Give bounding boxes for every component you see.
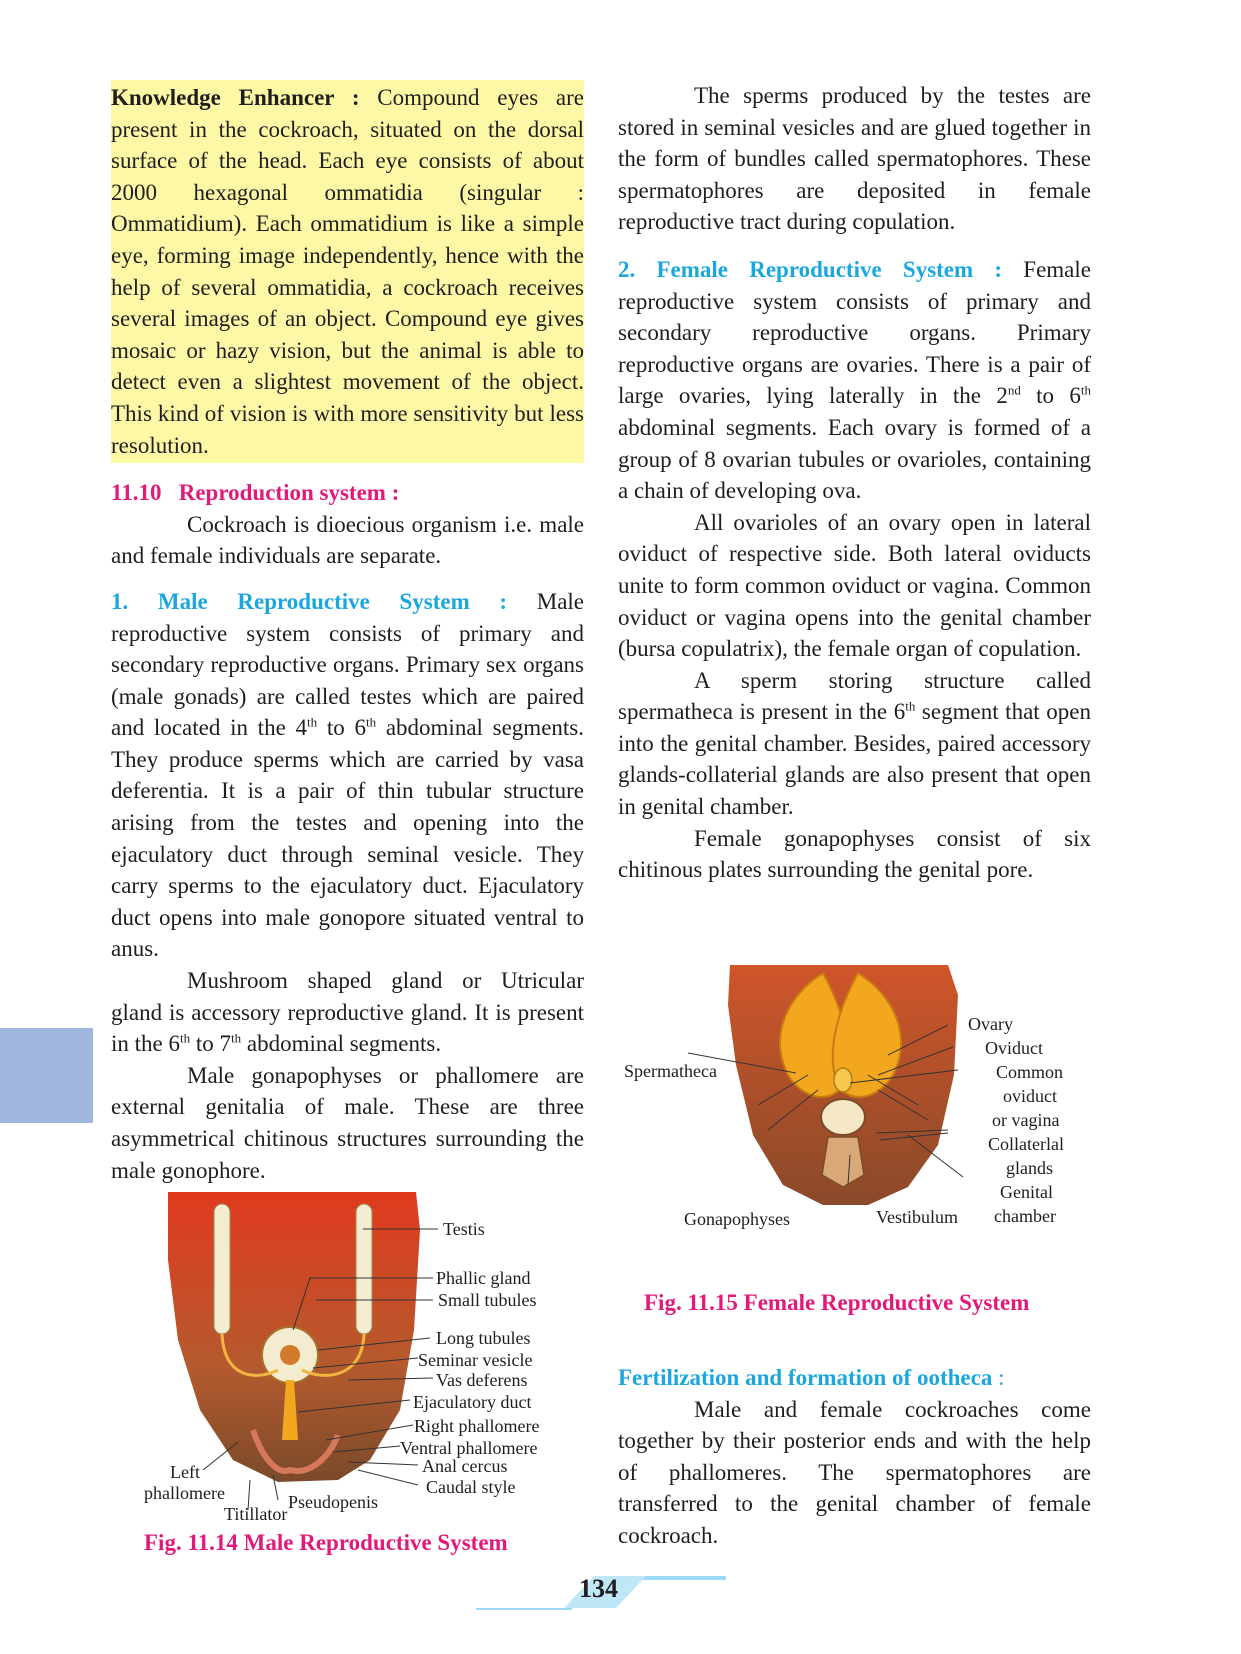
page-number: 134	[579, 1574, 618, 1603]
label-vestibulum: Vestibulum	[876, 1207, 959, 1227]
female-paragraph-1: 2. Female Reproductive System : Female reproductive system consists of primary and secondary reproductive organs. Primary reproductive organs are ovaries. There is a pair of large ovaries, lying laterally in the 2nd to 6th abdominal segments. Each ovary is formed of a group of 8 ovarian tubules or ovarioles, containing a chain of developing ova.	[618, 256, 1091, 504]
knowledge-enhancer-box	[111, 80, 584, 463]
female-paragraph-3: A sperm storing structure called spermatheca is present in the 6th segment that open into the genital chamber. Besides, paired accessory glands-collaterial glands are also present that open in genital chamber.	[618, 667, 1091, 820]
section-intro: Cockroach is dioecious organism i.e. male and female individuals are separate.	[111, 511, 584, 569]
fertilization-section	[618, 1362, 1091, 1552]
label-glands: glands	[1006, 1158, 1053, 1178]
female-diagram	[618, 955, 1098, 1240]
label-anal-cercus: Anal cercus	[422, 1456, 508, 1476]
label-common: Common	[996, 1062, 1064, 1082]
label-ejaculatory-duct: Ejaculatory duct	[413, 1392, 532, 1412]
male-figure-caption: Fig. 11.14 Male Reproductive System	[144, 1530, 508, 1555]
knowledge-enhancer-text: Compound eyes are present in the cockroach, situated on the dorsal surface of the head. Each eye consists of about 2000 hexagonal ommatidia (singular : Ommatidium). Each ommatidium is like a simple eye, forming image independently, hence with the help of several ommatidia, a cockroach receives several images of an object. Compound eye gives mosaic or hazy vision, but the animal is able to detect even a slightest movement of the object. This kind of vision is with more sensitivity but less resolution.	[111, 85, 584, 458]
female-reproductive-figure	[618, 955, 1098, 1240]
genital-chamber-shape	[821, 1099, 865, 1135]
label-or-vagina: or vagina	[992, 1110, 1060, 1130]
label-right-phallomere: Right phallomere	[414, 1416, 540, 1436]
label-ovary: Ovary	[968, 1014, 1013, 1034]
female-paragraph-4: Female gonapophyses consist of six chitinous plates surrounding the genital pore.	[618, 825, 1091, 883]
right-testis-shape	[356, 1204, 372, 1334]
label-phallomere: phallomere	[144, 1483, 225, 1503]
label-small-tubules: Small tubules	[438, 1290, 537, 1310]
male-paragraph-3: Male gonapophyses or phallomere are external genitalia of male. These are three asymmetrical chitinous structures surrounding the male gonophore.	[111, 1062, 584, 1183]
label-chamber: chamber	[994, 1206, 1056, 1226]
label-left: Left	[170, 1462, 200, 1482]
spermatheca-shape	[834, 1068, 852, 1092]
female-paragraph-2: All ovarioles of an ovary open in lateral oviduct of respective side. Both lateral oviducts unite to form common oviduct or vagina. Common oviduct or vagina opens into the genital chamber (bursa copulatrix), the female organ of copulation.	[618, 509, 1091, 662]
label-phallic-gland: Phallic gland	[436, 1268, 531, 1288]
sperm-storage-paragraph: The sperms produced by the testes are stored in seminal vesicles and are glued together in the form of bundles called spermatophores. These spermatophores are deposited in female reproductive tract during copulation.	[618, 83, 1091, 235]
label-seminal-vesicle: Seminar vesicle	[418, 1350, 533, 1370]
male-paragraph-1: 1. Male Reproductive System : Male reproductive system consists of primary and secondary reproductive organs. Primary sex organs (male gonads) are called testes which are paired and located in the 4th to 6th abdominal segments. They produce sperms which are carried by vasa deferentia. It is a pair of thin tubular structure arising from the testes and opening into the ejaculatory duct through seminal vesicle. They carry sperms to the ejaculatory duct. Ejaculatory duct opens into male gonopore situated ventral to anus.	[111, 588, 584, 962]
female-figure-caption: Fig. 11.15 Female Reproductive System	[644, 1290, 1030, 1315]
label-testis: Testis	[443, 1219, 485, 1239]
page-number-banner	[476, 1572, 726, 1612]
label-gonapophyses: Gonapophyses	[684, 1209, 790, 1229]
label-pseudopenis: Pseudopenis	[288, 1492, 378, 1512]
label-vas-deferens: Vas deferens	[436, 1370, 528, 1390]
label-genital: Genital	[1000, 1182, 1053, 1202]
side-tab	[0, 1028, 93, 1123]
section-heading: 11.10 Reproduction system :	[111, 480, 400, 506]
knowledge-enhancer-label: Knowledge Enhancer :	[111, 85, 360, 110]
left-testis-shape	[214, 1204, 230, 1334]
label-spermatheca: Spermatheca	[624, 1061, 717, 1081]
male-paragraph-2: Mushroom shaped gland or Utricular gland is accessory reproductive gland. It is present in the 6th to 7th abdominal segments.	[111, 968, 584, 1057]
label-titillator: Titillator	[224, 1504, 288, 1524]
fertilization-heading: Fertilization and formation of ootheca	[618, 1365, 993, 1390]
male-reproductive-figure	[138, 1190, 598, 1525]
female-heading: 2. Female Reproductive System :	[618, 256, 1003, 282]
fertilization-text: Male and female cockroaches come together by their posterior ends and with the help of phallomeres. The spermatophores are transferred to the genital chamber of female cockroach.	[618, 1396, 1091, 1548]
label-oviduct-2: oviduct	[1003, 1086, 1057, 1106]
label-oviduct: Oviduct	[985, 1038, 1043, 1058]
left-column	[111, 80, 584, 1186]
label-caudal-style: Caudal style	[426, 1477, 516, 1497]
label-long-tubules: Long tubules	[436, 1328, 531, 1348]
label-ventral-phallomere: Ventral phallomere	[400, 1438, 538, 1458]
right-column	[618, 80, 1091, 886]
male-heading: 1. Male Reproductive System :	[111, 588, 508, 614]
label-collaterlal: Collaterlal	[988, 1134, 1064, 1154]
male-diagram	[138, 1190, 598, 1525]
fertilization-heading-line: Fertilization and formation of ootheca :	[618, 1365, 1005, 1390]
